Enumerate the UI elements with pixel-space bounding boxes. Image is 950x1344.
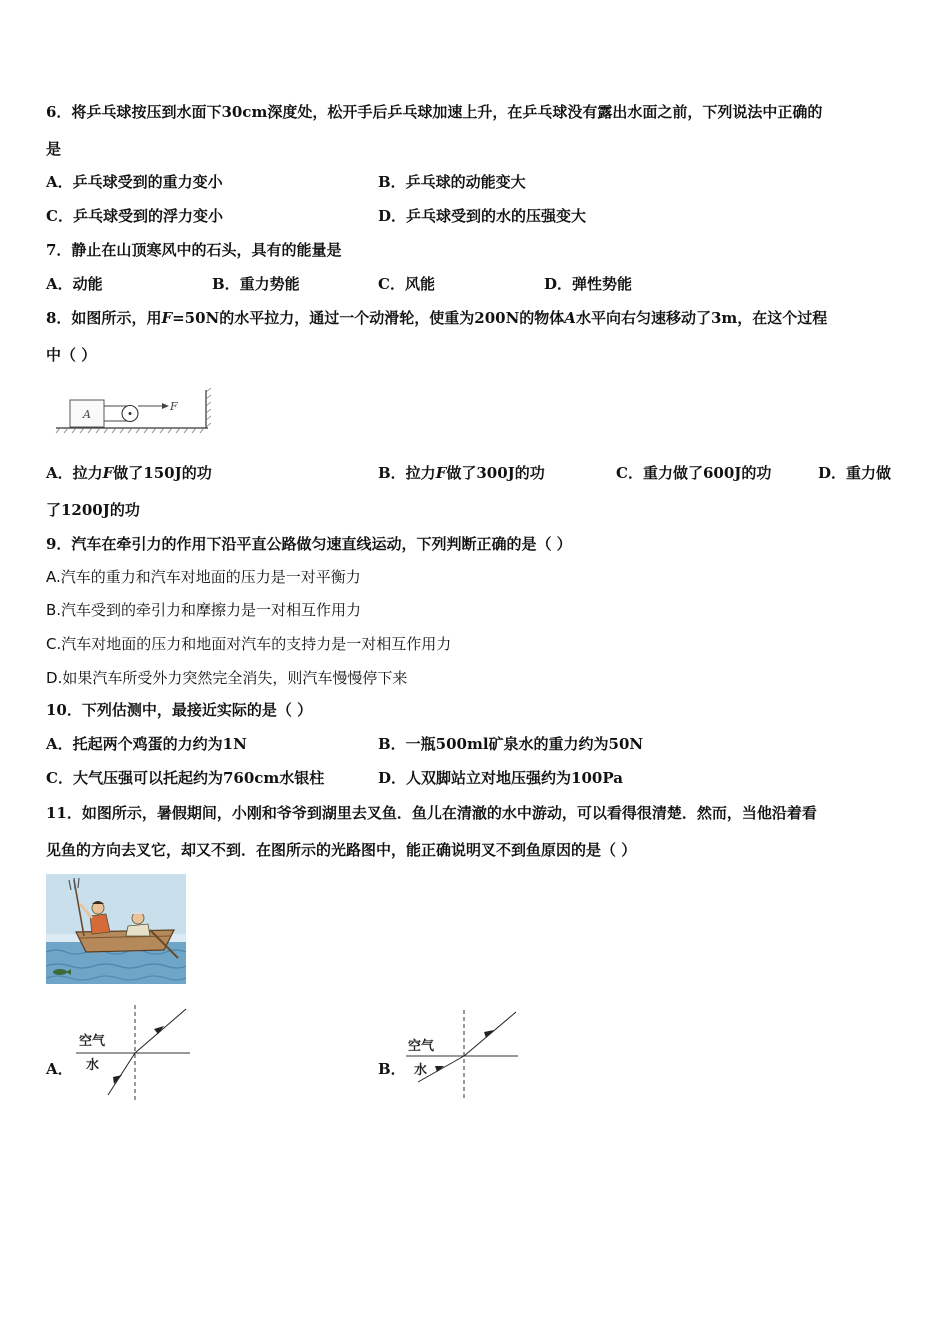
q6-option-b: B．乒乓球的动能变大 (378, 173, 526, 191)
q8-stem-post: 水平向右匀速移动了3m，在这个过程 (575, 309, 828, 327)
q8-stem-var-a: A (564, 309, 576, 327)
q10-stem: 10．下列估测中，最接近实际的是（ ） (46, 701, 313, 719)
q11-option-a-label: A． (46, 1060, 73, 1078)
q10-option-c: C．大气压强可以托起约为760cm水银柱 (46, 769, 325, 787)
q6-stem-line1: 6．将乒乓球按压到水面下30cm深度处，松开手后乒乓球加速上升，在乒乓球没有露出水面之前，下列说法中正确的 (46, 103, 823, 121)
q11-a-air-label: 空气 (79, 1034, 106, 1049)
q11-b-air-label: 空气 (408, 1039, 435, 1054)
q7-option-c: C．风能 (378, 275, 435, 293)
q8-stem-mid: =50N的水平拉力，通过一个动滑轮，使重为200N的物体 (172, 309, 565, 327)
q8-option-b: B．拉力F做了300J的功 (378, 464, 545, 482)
q10-option-b: B．一瓶500ml矿泉水的重力约为50N (378, 735, 644, 753)
q11-option-b-diagram (404, 1010, 524, 1102)
q8-stem-line2: 中（ ） (46, 346, 97, 364)
q10-option-a: A．托起两个鸡蛋的力约为1N (46, 735, 247, 753)
q11-fish (53, 969, 67, 975)
q11-a-ray-water (108, 1053, 135, 1095)
q10-option-d: D．人双脚站立对地压强约为100Pa (378, 769, 623, 787)
q8-stem-var-f: F (161, 309, 173, 327)
q11-a-ray-air (135, 1009, 186, 1053)
q7-option-a: A．动能 (46, 275, 103, 293)
q11-a-water-label: 水 (86, 1058, 100, 1073)
q9-option-d: D.如果汽车所受外力突然完全消失，则汽车慢慢停下来 (46, 669, 408, 687)
q8-option-c: C．重力做了600J的功 (616, 464, 772, 482)
q6-option-c: C．乒乓球受到的浮力变小 (46, 207, 223, 225)
q11-stem-line2: 见鱼的方向去叉它，却又不到．在图所示的光路图中，能正确说明叉不到鱼原因的是（ ） (46, 841, 637, 859)
q8-force-label: F (170, 400, 178, 413)
q8-stem-pre: 8．如图所示，用 (46, 309, 162, 327)
q11-fishing-illustration (46, 874, 186, 984)
q6-option-a: A．乒乓球受到的重力变小 (46, 173, 223, 191)
q8-option-d-cont: 了1200J的功 (46, 501, 140, 519)
q9-option-b: B.汽车受到的牵引力和摩擦力是一对相互作用力 (46, 601, 362, 619)
q6-option-d: D．乒乓球受到的水的压强变大 (378, 207, 587, 225)
q8-stem-line1 (46, 308, 827, 328)
q11-stem-line1: 11．如图所示，暑假期间，小刚和爷爷到湖里去叉鱼．鱼儿在清澈的水中游动，可以看得很清楚．然而，当他沿着看 (46, 804, 817, 822)
q11-option-b-label: B． (378, 1060, 406, 1078)
q8-pulley-figure (54, 386, 226, 444)
q7-option-b: B．重力势能 (212, 275, 300, 293)
q6-stem-line2: 是 (46, 140, 62, 158)
q8-option-d: D．重力做 (818, 464, 892, 482)
q8-option-a: A．拉力F做了150J的功 (46, 464, 212, 482)
q11-option-a-diagram (76, 1005, 198, 1105)
q7-option-d: D．弹性势能 (544, 275, 633, 293)
q9-stem: 9．汽车在牵引力的作用下沿平直公路做匀速直线运动，下列判断正确的是（ ） (46, 535, 572, 553)
q11-boat (76, 930, 174, 952)
q8-block-label: A (83, 408, 91, 421)
q7-stem: 7．静止在山顶寒风中的石头，具有的能量是 (46, 241, 342, 259)
q9-option-c: C.汽车对地面的压力和地面对汽车的支持力是一对相互作用力 (46, 635, 452, 653)
q9-option-a: A.汽车的重力和汽车对地面的压力是一对平衡力 (46, 568, 361, 586)
q11-b-water-label: 水 (414, 1063, 428, 1078)
q8-force-arrow (162, 403, 169, 409)
